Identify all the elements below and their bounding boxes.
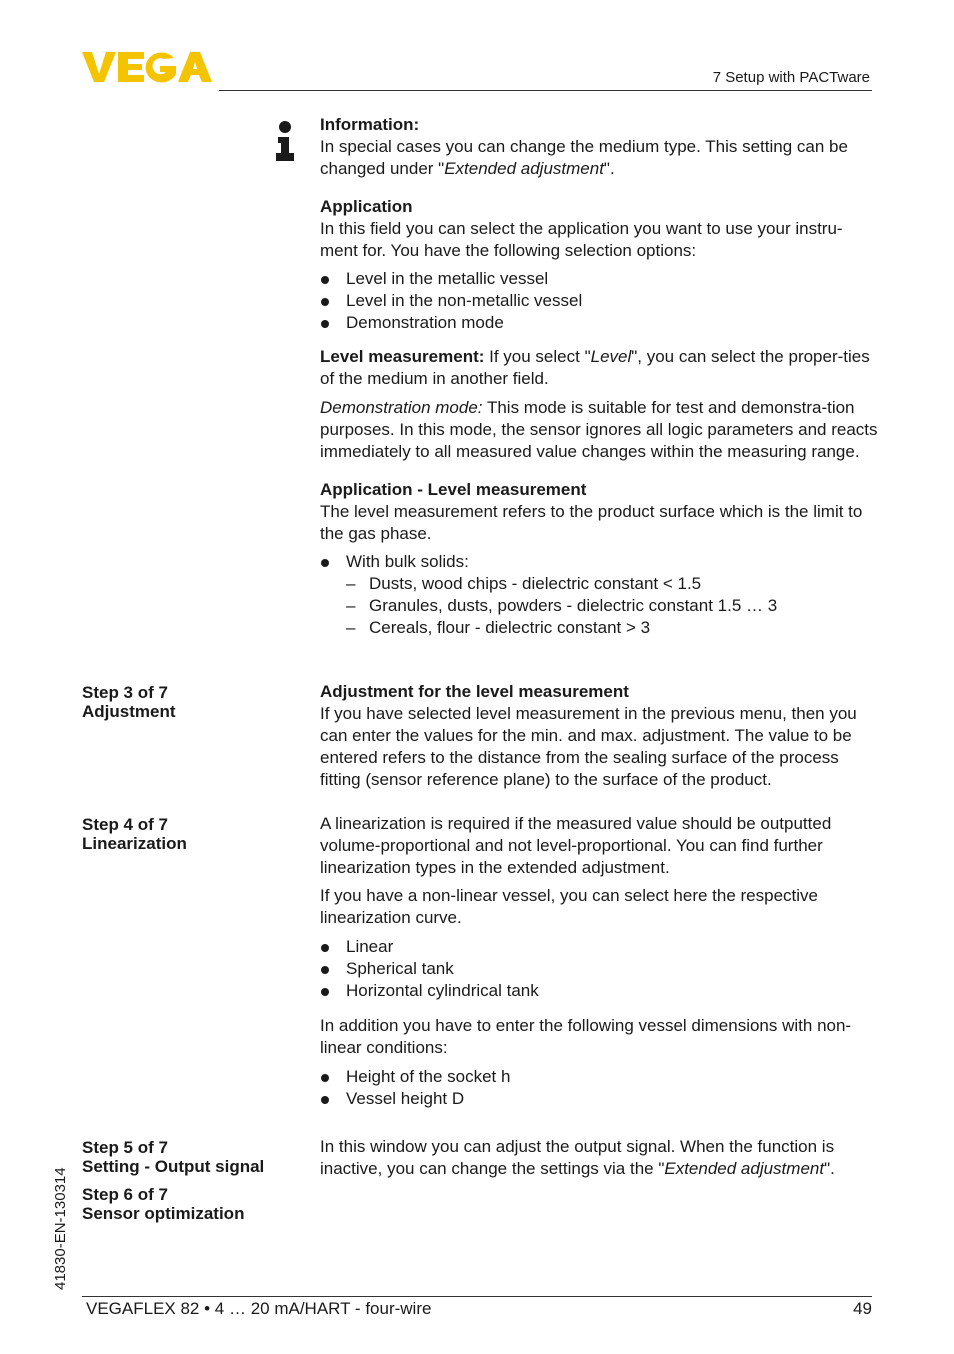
app-level-heading: Application - Level measurement [320, 480, 587, 499]
application-heading: Application [320, 197, 413, 216]
header-divider [219, 90, 872, 91]
step-name: Linearization [82, 834, 187, 853]
application-options [320, 268, 880, 334]
step-number: Step 4 of 7 [82, 815, 168, 834]
step3-text: If you have selected level measurement in the previous menu, then you can enter the values for the min. and max. adjustment. The value to be entered refers to the distance from the sealing surface of the process fitting (sensor reference plane) to the surface of the product. [320, 704, 857, 789]
info-text: In special cases you can change the medium type. This setting can be changed under "Extended adjustment". [320, 137, 848, 178]
level-measurement-text: Level measurement: If you select "Level", you can select the proper-ties of the medium in another field. [320, 347, 870, 388]
step-name: Setting - Output signal [82, 1157, 265, 1176]
main-content [320, 114, 880, 639]
step3-content [320, 681, 880, 791]
document-id: 41830-EN-130314 [52, 1167, 69, 1290]
list-item: Spherical tank [320, 958, 880, 980]
step4-content [320, 813, 880, 1110]
step6-label [82, 1185, 302, 1223]
page-number: 49 [853, 1299, 872, 1318]
list-item: Height of the socket h [320, 1066, 880, 1088]
linearization-curves [320, 936, 880, 1002]
bulk-solids-list [320, 551, 880, 573]
list-item: With bulk solids: [320, 551, 880, 573]
step4-text2: If you have a non-linear vessel, you can select here the respective linearization curve. [320, 886, 819, 927]
step-number: Step 3 of 7 [82, 683, 168, 702]
list-item: – Granules, dusts, powders - dielectric constant 1.5 … 3 [320, 595, 880, 617]
info-title: Information: [320, 115, 420, 134]
step5-text: In this window you can adjust the output signal. When the function is inactive, you can change the settings via the "Extended adjustment". [320, 1137, 835, 1178]
step-number: Step 6 of 7 [82, 1185, 168, 1204]
step5-content [320, 1136, 880, 1180]
demonstration-mode-text: Demonstration mode: This mode is suitable for test and demonstra-tion purposes. In this mode, the sensor ignores all logic parameters and reacts immediately to all measured value changes within the measuring range. [320, 398, 878, 461]
vessel-dimensions [320, 1066, 880, 1110]
step4-text1: A linearization is required if the measured value should be outputted volume-proportional and not level-proportional. You can find further linearization types in the extended adjustment. [320, 814, 832, 877]
app-level-text: The level measurement refers to the product surface which is the limit to the gas phase. [320, 502, 863, 543]
bulk-solids-sublist [320, 573, 880, 639]
list-item: Vessel height D [320, 1088, 880, 1110]
list-item: Level in the non-metallic vessel [320, 290, 880, 312]
step-name: Sensor optimization [82, 1204, 245, 1223]
step4-label [82, 815, 302, 853]
application-text: In this field you can select the application you want to use your instru-ment for. You have the following selection options: [320, 219, 843, 260]
step-name: Adjustment [82, 702, 176, 721]
list-item: Demonstration mode [320, 312, 880, 334]
section-title: 7 Setup with PACTware [712, 69, 870, 86]
list-item: – Dusts, wood chips - dielectric constant < 1.5 [320, 573, 880, 595]
info-icon [276, 121, 294, 161]
list-item: Level in the metallic vessel [320, 268, 880, 290]
step-number: Step 5 of 7 [82, 1138, 168, 1157]
step5-label [82, 1138, 302, 1176]
step4-text3: In addition you have to enter the following vessel dimensions with non-linear conditions: [320, 1016, 852, 1057]
list-item: – Cereals, flour - dielectric constant > 3 [320, 617, 880, 639]
step3-label [82, 683, 302, 721]
list-item: Horizontal cylindrical tank [320, 980, 880, 1002]
footer-divider [82, 1296, 872, 1297]
list-item: Linear [320, 936, 880, 958]
step3-heading: Adjustment for the level measurement [320, 682, 629, 701]
vega-logo [82, 50, 212, 84]
footer-product: VEGAFLEX 82 • 4 … 20 mA/HART - four-wire [86, 1299, 432, 1318]
